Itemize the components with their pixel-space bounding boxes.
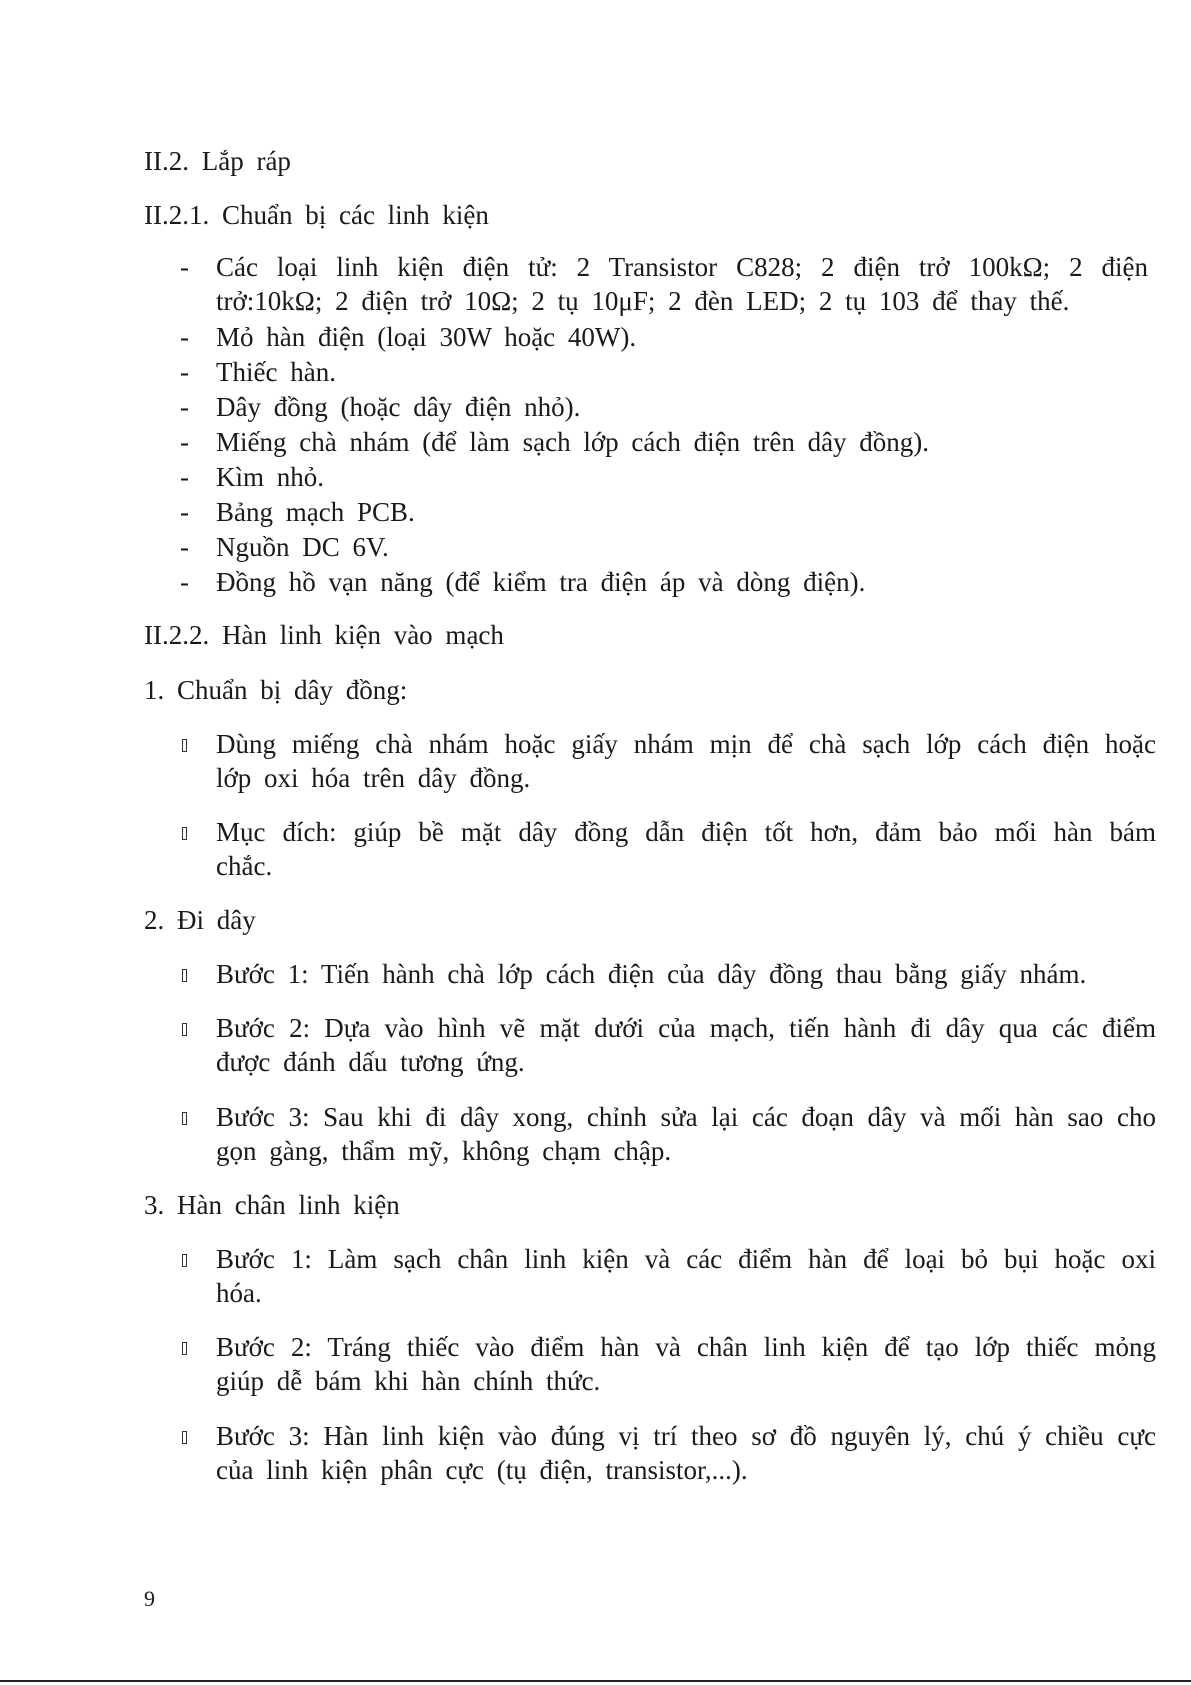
square-bullet-icon — [182, 1112, 187, 1125]
dash-bullet: - — [180, 427, 189, 457]
list-item — [180, 495, 1148, 529]
list-item — [180, 355, 1148, 389]
list-item-text: Nguồn DC 6V. — [216, 532, 389, 562]
list-item-text: Dùng miếng chà nhám hoặc giấy nhám mịn để chà sạch lớp cách điện hoặc lớp oxi hóa trên dây đồng. — [216, 729, 1156, 793]
list-item-text: Bước 2: Dựa vào hình vẽ mặt dưới của mạch, tiến hành đi dây qua các điểm được đánh dấu tương ứng. — [216, 1013, 1156, 1077]
list-item-text: Bước 1: Tiến hành chà lớp cách điện của dây đồng thau bằng giấy nhám. — [216, 959, 1087, 989]
square-bullet-icon — [182, 739, 187, 752]
dash-bullet: - — [180, 497, 189, 527]
list-item — [180, 320, 1148, 354]
list-item — [180, 425, 1148, 459]
list-item — [180, 1330, 1156, 1398]
list-item — [180, 1419, 1156, 1487]
list-item-text: Thiếc hàn. — [216, 357, 336, 387]
list-item-text: Dây đồng (hoặc dây điện nhỏ). — [216, 392, 581, 422]
list-item — [180, 815, 1156, 883]
subsection-title-1: II.2.1. Chuẩn bị các linh kiện — [144, 200, 489, 230]
dash-bullet: - — [180, 357, 189, 387]
step-title-2: 2. Đi dây — [144, 905, 256, 935]
list-item — [180, 530, 1148, 564]
section-title: II.2. Lắp ráp — [144, 146, 291, 176]
square-bullet-icon — [182, 969, 187, 982]
square-bullet-icon — [182, 1431, 187, 1444]
list-item-text: Các loại linh kiện điện tử: 2 Transistor C828; 2 điện trở 100kΩ; 2 điện trở:10kΩ; 2 điện trở 10Ω; 2 tụ 10μF; 2 đèn LED; 2 tụ 103 để thay thế. — [216, 252, 1148, 316]
list-item — [180, 460, 1148, 494]
list-item — [180, 390, 1148, 424]
list-item — [180, 957, 1156, 991]
list-item-text: Bước 3: Hàn linh kiện vào đúng vị trí theo sơ đồ nguyên lý, chú ý chiều cực của linh kiện phân cực (tụ điện, transistor,...). — [216, 1421, 1156, 1485]
list-item-text: Kìm nhỏ. — [216, 462, 325, 492]
dash-bullet: - — [180, 532, 189, 562]
bottom-divider — [0, 1680, 1191, 1682]
dash-bullet: - — [180, 322, 189, 352]
dash-bullet: - — [180, 392, 189, 422]
list-item-text: Đồng hồ vạn năng (để kiểm tra điện áp và dòng điện). — [216, 567, 866, 597]
list-item-text: Bước 1: Làm sạch chân linh kiện và các điểm hàn để loại bỏ bụi hoặc oxi hóa. — [216, 1244, 1156, 1308]
list-item-text: Miếng chà nhám (để làm sạch lớp cách điện trên dây đồng). — [216, 427, 930, 457]
step-title-1: 1. Chuẩn bị dây đồng: — [144, 675, 408, 705]
list-item-text: Bước 3: Sau khi đi dây xong, chỉnh sửa lại các đoạn dây và mối hàn sao cho gọn gàng, thẩm mỹ, không chạm chập. — [216, 1102, 1156, 1166]
list-item-text: Mục đích: giúp bề mặt dây đồng dẫn điện tốt hơn, đảm bảo mối hàn bám chắc. — [216, 817, 1156, 881]
list-item — [180, 1242, 1156, 1310]
list-item — [180, 727, 1156, 795]
dash-bullet: - — [180, 567, 189, 597]
list-item — [180, 1011, 1156, 1079]
square-bullet-icon — [182, 1023, 187, 1036]
list-item-text: Mỏ hàn điện (loại 30W hoặc 40W). — [216, 322, 637, 352]
subsection-title-2: II.2.2. Hàn linh kiện vào mạch — [144, 620, 504, 650]
square-bullet-icon — [182, 827, 187, 840]
list-item — [180, 1100, 1156, 1168]
list-item-text: Bước 2: Tráng thiếc vào điểm hàn và chân linh kiện để tạo lớp thiếc mỏng giúp dễ bám khi hàn chính thức. — [216, 1332, 1156, 1396]
square-bullet-icon — [182, 1254, 187, 1267]
page-number: 9 — [144, 1586, 155, 1611]
dash-bullet: - — [180, 252, 189, 282]
square-bullet-icon — [182, 1342, 187, 1355]
list-item — [180, 250, 1148, 318]
list-item — [180, 565, 1148, 599]
dash-bullet: - — [180, 462, 189, 492]
step-title-3: 3. Hàn chân linh kiện — [144, 1190, 400, 1220]
list-item-text: Bảng mạch PCB. — [216, 497, 415, 527]
